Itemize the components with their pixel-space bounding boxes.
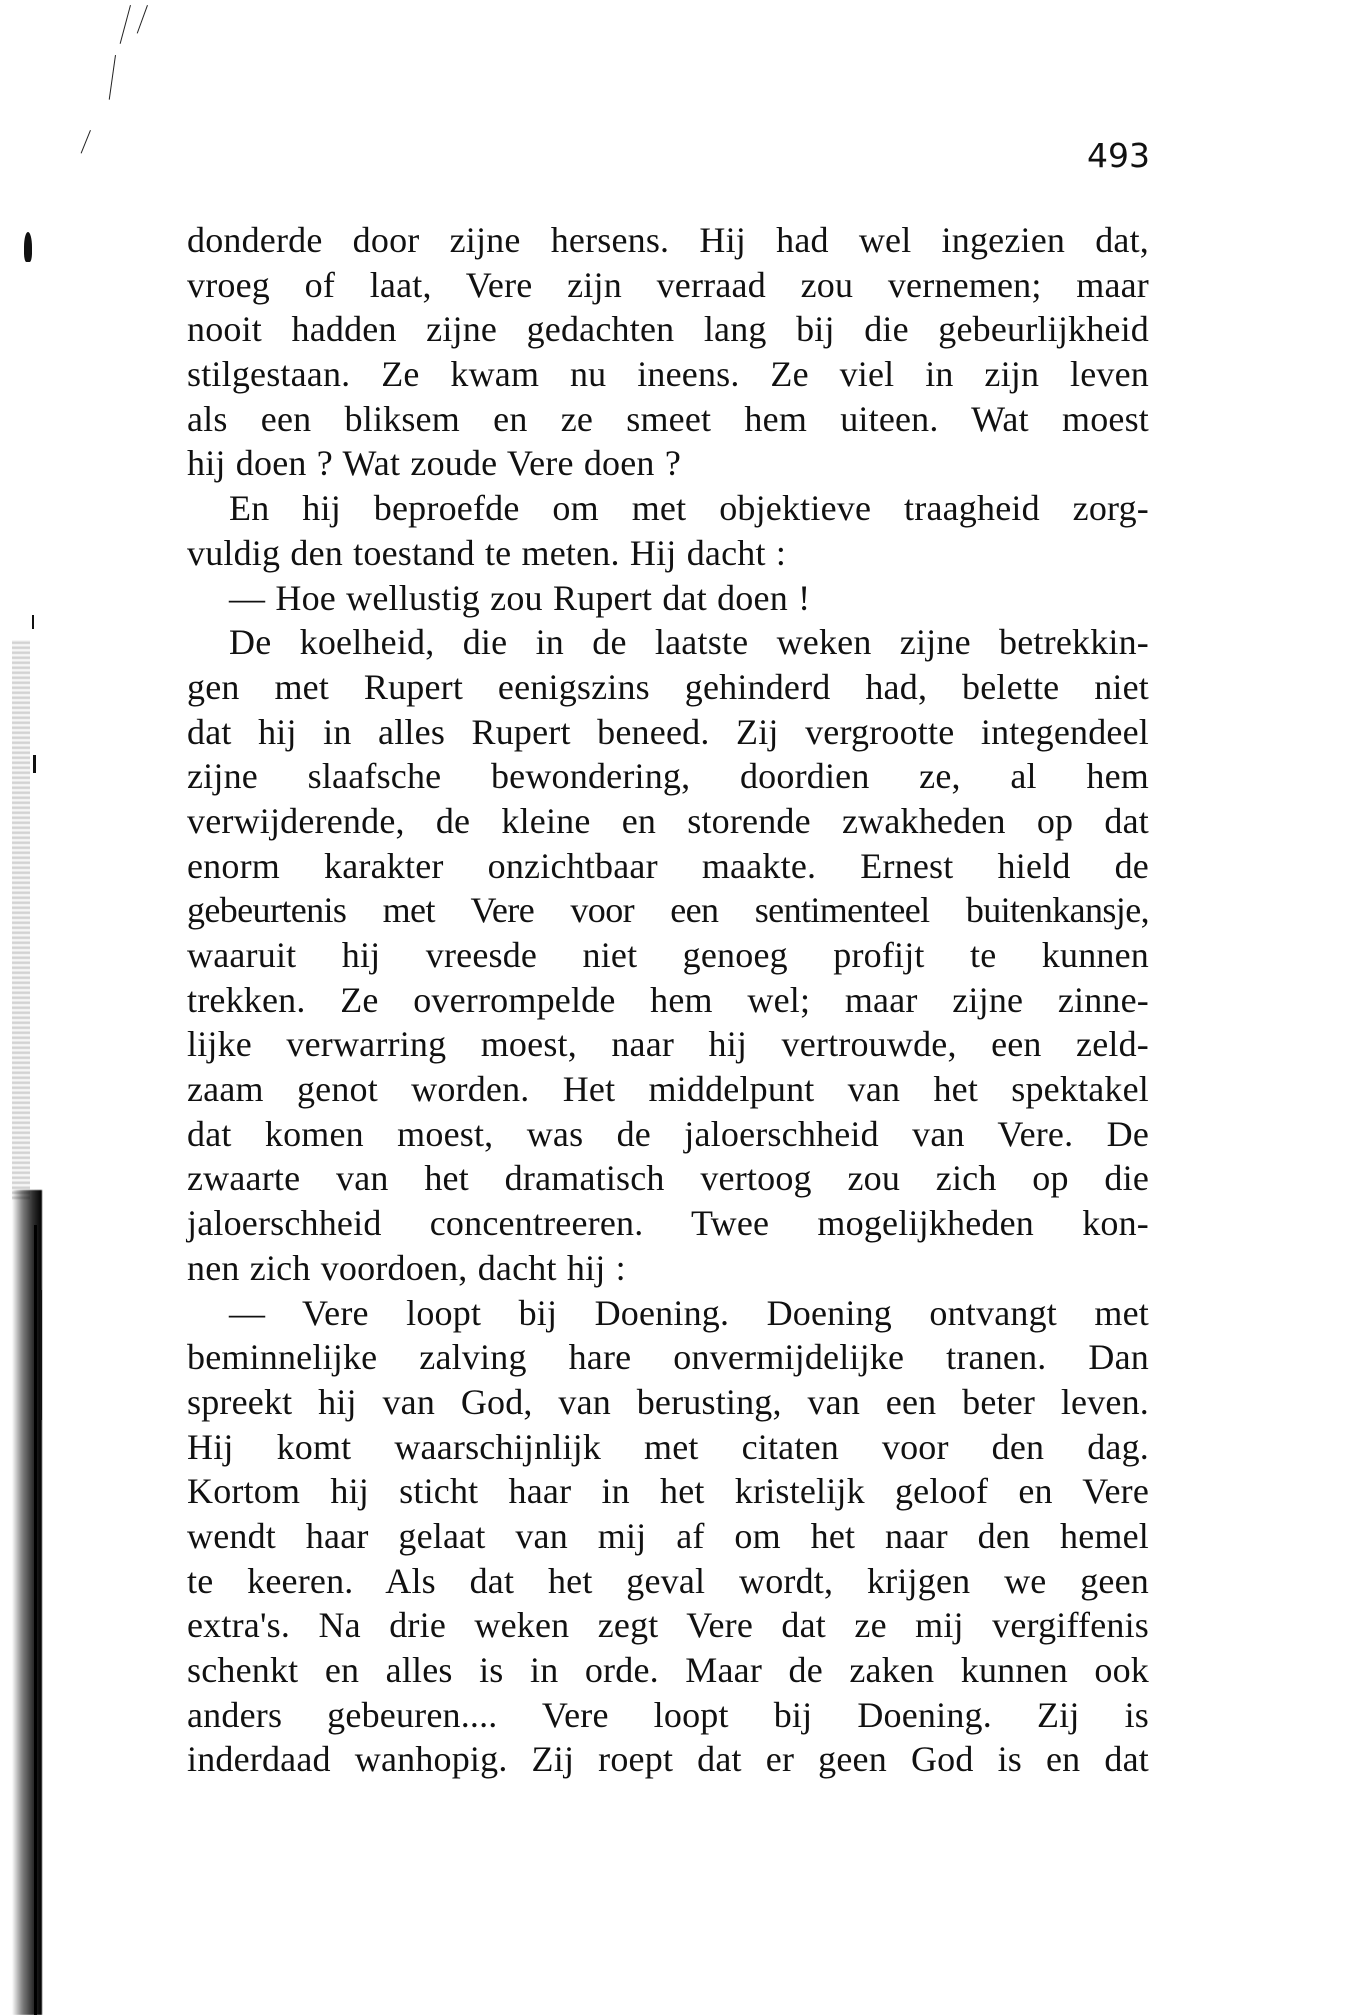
text-line: nen zich voordoen, dacht hij : (187, 1247, 626, 1288)
text-line: extra's. Na drie weken zegt Vere dat ze mij vergiffenis (187, 1605, 1149, 1646)
page-number: 493 (1087, 136, 1150, 175)
text-line: Hij komt waarschijnlijk met citaten voor den dag. (187, 1426, 1149, 1467)
text-line: trekken. Ze overrompelde hem wel; maar zijne zinne- (187, 979, 1149, 1020)
text-line: hij doen ? Wat zoude Vere doen ? (187, 443, 682, 484)
scan-ink-mark (33, 755, 36, 773)
text-line: vuldig den toestand te meten. Hij dacht : (187, 532, 787, 573)
text-line: schenkt en alles is in orde. Maar de zaken kunnen ook (187, 1650, 1149, 1690)
text-line: spreekt hij van God, van berusting, van een beter leven. (187, 1381, 1149, 1422)
book-binding-edge (34, 1225, 37, 2015)
text-line: stilgestaan. Ze kwam nu ineens. Ze viel in zijn leven (187, 354, 1149, 395)
text-line: enorm karakter onzichtbaar maakte. Ernest hield de (187, 845, 1149, 886)
text-line: zwaarte van het dramatisch vertoog zou zich op die (187, 1158, 1149, 1199)
scan-ink-blot (24, 232, 32, 262)
text-line: dat komen moest, was de jaloerschheid van Vere. De (187, 1113, 1149, 1154)
text-line: verwijderende, de kleine en storende zwakheden op dat (187, 800, 1149, 841)
text-line: anders gebeuren.... Vere loopt bij Doening. Zij is (187, 1694, 1149, 1735)
text-line: waaruit hij vreesde niet genoeg profijt te kunnen (187, 935, 1149, 975)
text-line: zijne slaafsche bewondering, doordien ze, al hem (187, 756, 1149, 797)
text-line: lijke verwarring moest, naar hij vertrouwde, een zeld- (187, 1024, 1149, 1065)
text-line: inderdaad wanhopig. Zij roept dat er geen God is en dat (187, 1739, 1149, 1780)
text-line: vroeg of laat, Vere zijn verraad zou vernemen; maar (187, 264, 1149, 305)
scan-scratch-mark (120, 5, 131, 44)
text-line: gen met Rupert eenigszins gehinderd had, belette niet (187, 666, 1149, 707)
book-binding-shadow (12, 1190, 42, 2015)
text-line: gebeurtenis met Vere voor een sentimenteel buitenkansje, (187, 890, 1149, 931)
body-text (187, 218, 1149, 1782)
scan-scratch-mark (109, 55, 116, 100)
scan-speckle (12, 640, 30, 1200)
text-line: wendt haar gelaat van mij af om het naar den hemel (187, 1515, 1149, 1556)
scan-scratch-mark (81, 130, 91, 154)
scan-ink-mark (32, 615, 34, 629)
text-line: jaloerschheid concentreeren. Twee mogelijkheden kon- (187, 1203, 1149, 1244)
paragraph-start-line: De koelheid, die in de laatste weken zijne betrekkin- (229, 622, 1149, 663)
dialogue-line: — Vere loopt bij Doening. Doening ontvangt met (229, 1292, 1149, 1333)
text-line: als een bliksem en ze smeet hem uiteen. Wat moest (187, 398, 1149, 439)
text-line: zaam genot worden. Het middelpunt van het spektakel (187, 1069, 1149, 1110)
text-line: dat hij in alles Rupert beneed. Zij vergrootte integendeel (187, 711, 1149, 752)
text-line: beminnelijke zalving hare onvermijdelijke tranen. Dan (187, 1337, 1149, 1378)
text-line: te keeren. Als dat het geval wordt, krijgen we geen (187, 1560, 1149, 1601)
scan-ink-mark (40, 1290, 42, 1420)
paragraph-start-line: En hij beproefde om met objektieve traagheid zorg- (229, 488, 1149, 529)
dialogue-line: — Hoe wellustig zou Rupert dat doen ! (229, 577, 811, 618)
text-line: nooit hadden zijne gedachten lang bij die gebeurlijkheid (187, 309, 1149, 350)
scan-scratch-mark (137, 5, 148, 34)
text-line: Kortom hij sticht haar in het kristelijk geloof en Vere (187, 1471, 1149, 1512)
text-line: donderde door zijne hersens. Hij had wel ingezien dat, (187, 220, 1149, 260)
